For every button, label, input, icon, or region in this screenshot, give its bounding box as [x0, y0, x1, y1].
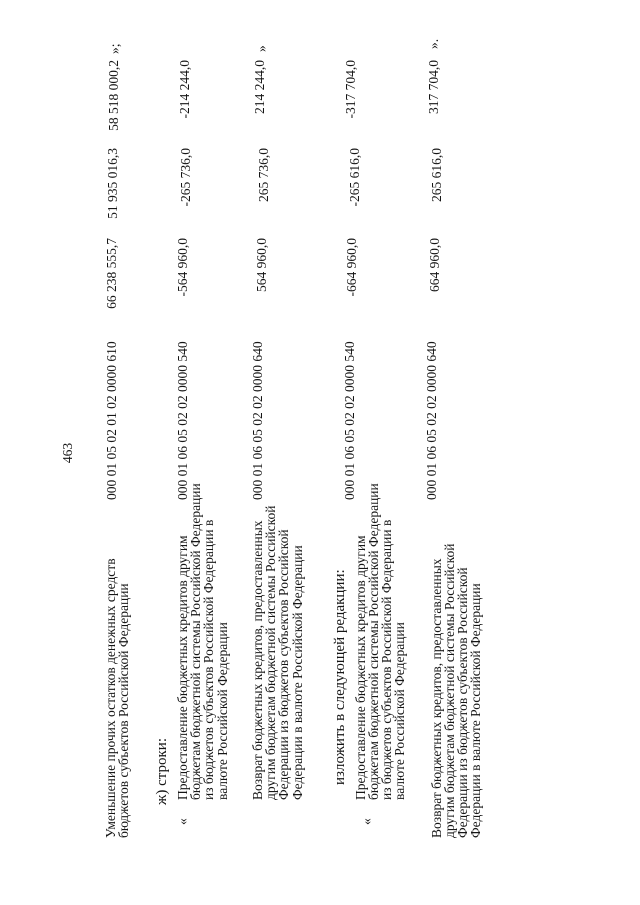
row-label-line: бюджетам бюджетной системы Российской Федерации: [188, 483, 204, 800]
budget-code: 000 01 06 05 02 02 0000 640: [424, 341, 439, 500]
row-label-line: Возврат бюджетных кредитов, предоставленных: [428, 558, 444, 838]
budget-code: 000 01 06 05 02 02 0000 540: [342, 341, 357, 500]
row-label: [104, 558, 130, 838]
budget-code: 000 01 06 05 02 02 0000 540: [175, 341, 190, 500]
budget-code: 000 01 06 05 02 02 0000 640: [250, 341, 265, 500]
row-label: [251, 506, 304, 801]
row-label-line: из бюджетов субъектов Российской Федерации в: [378, 519, 394, 800]
amount-year-2: 265 616,0: [429, 148, 444, 202]
row-label-line: бюджетов субъектов Российской Федерации: [115, 583, 131, 838]
amount-year-1: 564 960,0: [254, 238, 269, 292]
row-label-line: из бюджетов субъектов Российской Федерации в: [201, 519, 217, 800]
amount-year-2: -265 616,0: [347, 148, 362, 207]
amount-year-1: 664 960,0: [427, 238, 442, 292]
row-label-line: другим бюджетам бюджетной системы Российской: [441, 543, 457, 838]
amount-year-3: -214 244,0: [177, 60, 192, 119]
page-number: 463: [60, 442, 75, 464]
row-label-line: Возврат бюджетных кредитов, предоставленных: [250, 520, 265, 800]
row-label-line: валюте Российской Федерации: [214, 622, 230, 800]
amount-year-1: 66 238 555,7: [104, 238, 119, 309]
amount-year-1: -664 960,0: [344, 238, 359, 297]
budget-code: 000 01 05 02 01 02 0000 610: [104, 341, 119, 500]
amount-year-3: 317 704,0: [426, 60, 441, 114]
amount-year-3: -317 704,0: [343, 60, 358, 119]
opening-quote: «: [359, 818, 374, 825]
amount-year-2: 265 736,0: [256, 148, 271, 202]
row-label-line: валюте Российской Федерации: [392, 622, 408, 800]
row-label: [430, 544, 483, 839]
row-label-line: Федерации в валюте Российской Федерации: [289, 545, 305, 800]
closing-quote: »: [254, 45, 269, 52]
row-label: [354, 483, 407, 800]
row-label-line: Федерации из бюджетов субъектов Российской: [276, 529, 292, 800]
closing-quote: ».: [426, 38, 441, 49]
closing-quote: »;: [107, 43, 122, 54]
amount-year-3: 58 518 000,2: [106, 60, 121, 131]
amount-year-2: 51 935 016,3: [105, 148, 120, 219]
amount-year-2: -265 736,0: [178, 148, 193, 207]
section-heading: изложить в следующей редакции:: [332, 569, 348, 785]
opening-quote: «: [175, 818, 190, 825]
row-label: [176, 483, 229, 800]
amount-year-1: -564 960,0: [175, 238, 190, 297]
amount-year-3: 214 244,0: [252, 60, 267, 114]
section-heading: ж) строки:: [154, 738, 170, 805]
row-label-line: Уменьшение прочих остатков денежных средств: [102, 558, 118, 838]
row-label-line: бюджетам бюджетной системы Российской Федерации: [365, 483, 381, 800]
row-label-line: Федерации в валюте Российской Федерации: [468, 583, 484, 838]
row-label-line: другим бюджетам бюджетной системы Российской: [263, 505, 279, 800]
row-label-line: Предоставление бюджетных кредитов другим: [175, 535, 190, 800]
row-label-line: Федерации из бюджетов субъектов Российской: [454, 567, 470, 838]
row-label-line: Предоставление бюджетных кредитов другим: [352, 535, 368, 800]
